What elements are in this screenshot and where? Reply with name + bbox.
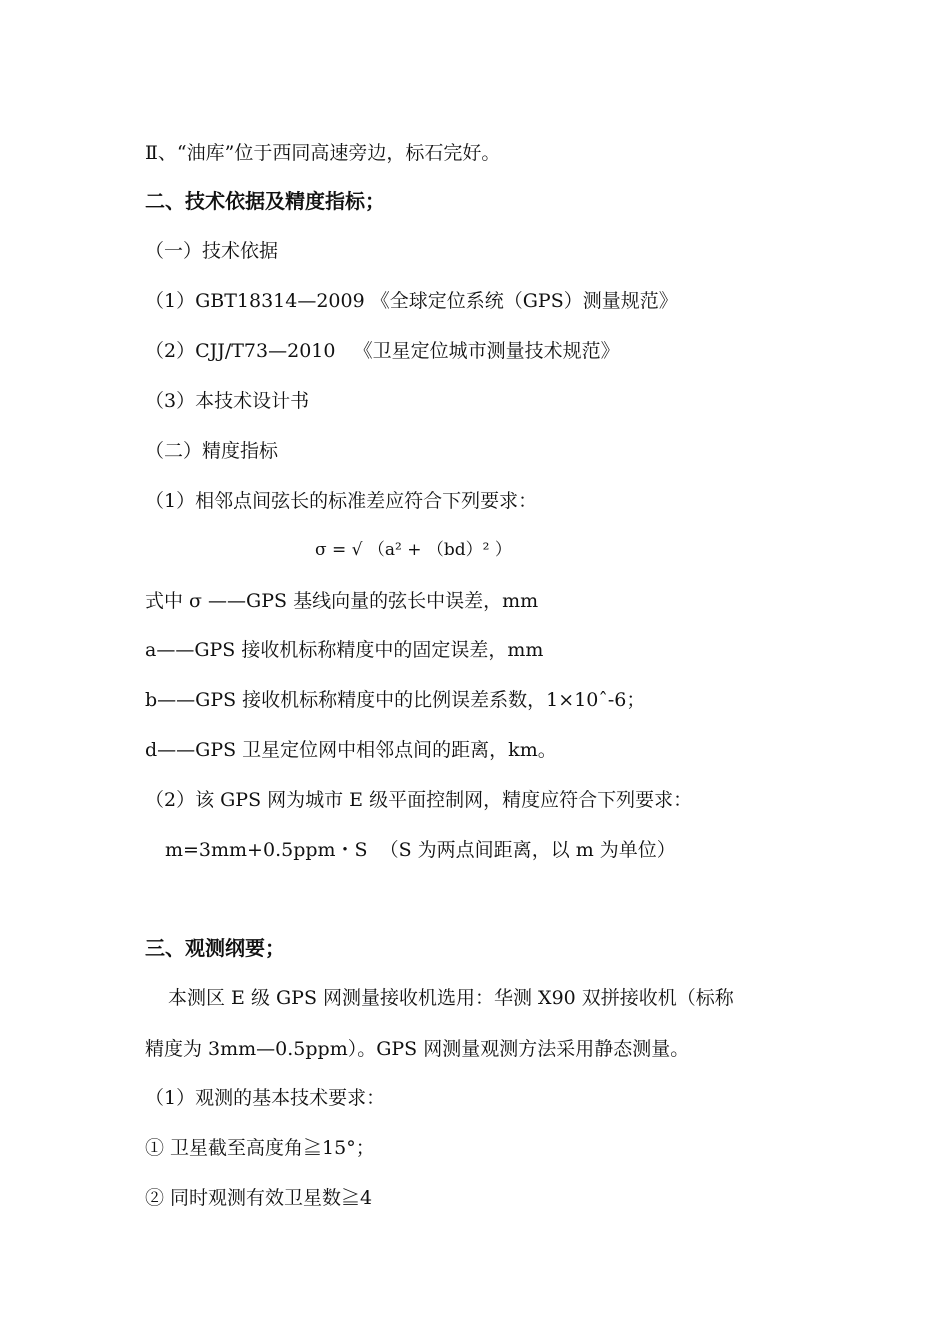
- subsection-technical-basis: （一）技术依据: [145, 240, 279, 262]
- formula-where-b: b——GPS 接收机标称精度中的比例误差系数，1×10ˆ-6；: [145, 689, 646, 711]
- section-heading-3: 三、观测纲要；: [145, 936, 285, 960]
- body-line-1: 本测区 E 级 GPS 网测量接收机选用：华测 X90 双拼接收机（标称: [168, 987, 734, 1009]
- requirement-satellite-count: ② 同时观测有效卫星数≧4: [145, 1187, 373, 1209]
- requirement-elevation-angle: ① 卫星截至高度角≧15°；: [145, 1137, 375, 1159]
- reference-3: （3）本技术设计书: [145, 390, 310, 412]
- accuracy-requirement-2: （2）该 GPS 网为城市 E 级平面控制网，精度应符合下列要求：: [145, 789, 693, 811]
- section-heading-2: 二、技术依据及精度指标；: [145, 189, 385, 213]
- formula-where-d: d——GPS 卫星定位网中相邻点间的距离，km。: [145, 739, 557, 761]
- formula-where-a: a——GPS 接收机标称精度中的固定误差，mm: [145, 639, 544, 661]
- observation-requirements: （1）观测的基本技术要求：: [145, 1087, 386, 1109]
- sigma-formula: σ = √ （a² + （bd）² ）: [315, 540, 512, 560]
- subsection-accuracy: （二）精度指标: [145, 440, 279, 462]
- m-formula: m=3mm+0.5ppm・S （S 为两点间距离，以 m 为单位）: [165, 839, 676, 861]
- formula-where-sigma: 式中 σ ——GPS 基线向量的弦长中误差，mm: [145, 590, 539, 612]
- reference-1: （1）GBT18314—2009 《全球定位系统（GPS）测量规范》: [145, 290, 678, 312]
- reference-2: （2）CJJ/T73—2010 《卫星定位城市测量技术规范》: [145, 340, 620, 362]
- accuracy-requirement-1: （1）相邻点间弦长的标准差应符合下列要求：: [145, 490, 538, 512]
- site-note-line: Ⅱ、“油库”位于西同高速旁边，标石完好。: [145, 142, 501, 164]
- body-line-2: 精度为 3mm—0.5ppm）。GPS 网测量观测方法采用静态测量。: [145, 1038, 690, 1060]
